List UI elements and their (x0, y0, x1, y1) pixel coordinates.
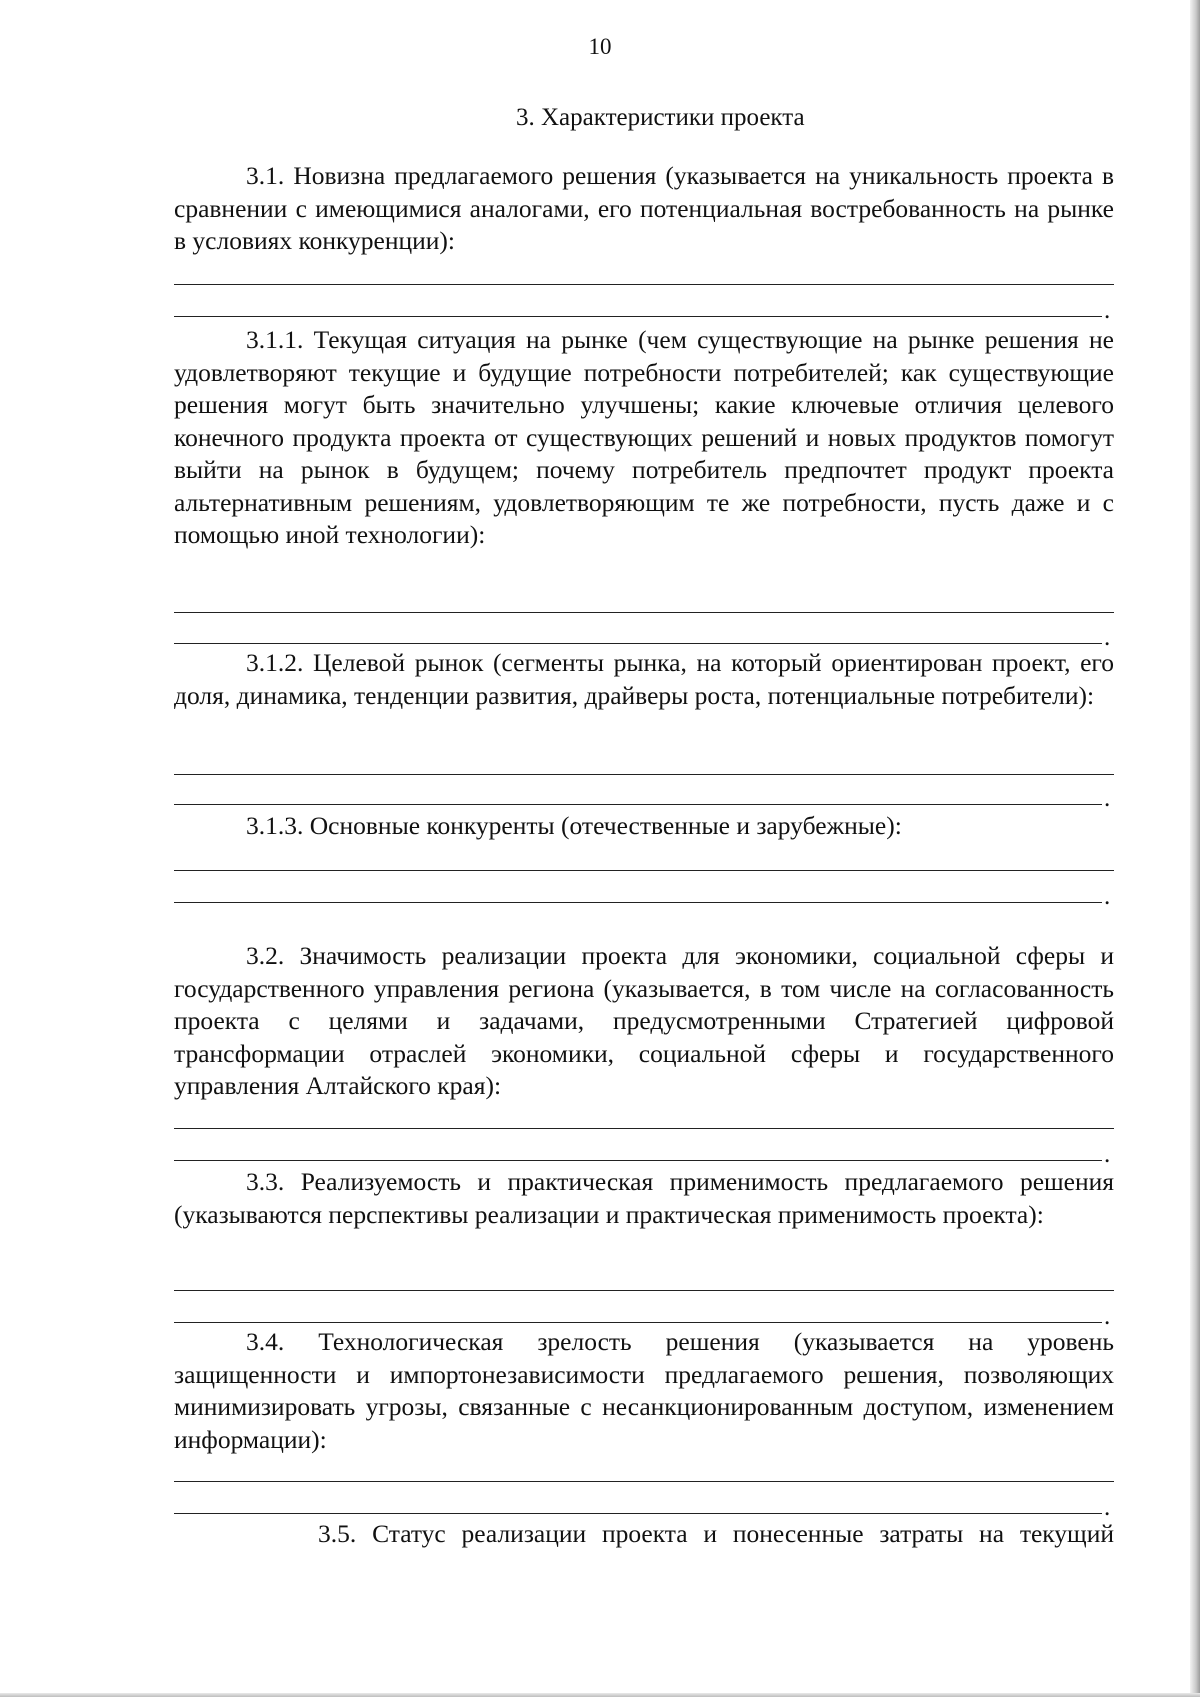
paragraph-3-1-2: 3.1.2. Целевой рынок (сегменты рынка, на который ориентирован проект, его доля, динамика, тенденции развития, драйверы роста, потенциальные потребители): (174, 648, 1114, 710)
page-number: 10 (588, 34, 612, 59)
page-edge-shadow (1190, 0, 1200, 1697)
paragraph-3-5-text: 3.5. Статус реализации проекта и понесенные затраты на текущий (318, 1519, 1114, 1548)
fill-line (174, 1481, 1114, 1482)
fill-line (174, 284, 1114, 285)
section-title: 3. Характеристики проекта (516, 104, 805, 131)
paragraph-3-3: 3.3. Реализуемость и практическая применимость предлагаемого решения (указываются перспективы реализации и практическая применимость проекта): (174, 1167, 1114, 1229)
fill-line (174, 804, 1102, 805)
fill-line (174, 1128, 1114, 1129)
paragraph-3-2: 3.2. Значимость реализации проекта для экономики, социальной сферы и государственного управления региона (указывается, в том числе на согласованность проекта с целями и задачами, предусмотренными Стратегией цифровой трансформации отраслей экономики, социальной сферы и государственного управления Алтайского края): (174, 941, 1114, 1100)
paragraph-3-1: 3.1. Новизна предлагаемого решения (указывается на уникальность проекта в сравнении с имеющимися аналогами, его потенциальная востребованность на рынке в условиях конкуренции): (174, 161, 1114, 255)
line-end-dot: . (1104, 624, 1111, 651)
fill-line (174, 316, 1102, 317)
fill-line (174, 902, 1102, 903)
fill-line (174, 643, 1102, 644)
fill-line (174, 612, 1114, 613)
line-end-dot: . (1104, 1141, 1111, 1168)
fill-line (174, 1513, 1102, 1514)
line-end-dot: . (1104, 785, 1111, 812)
paragraph-3-4: 3.4. Технологическая зрелость решения (указывается на уровень защищенности и импортонезависимости предлагаемого решения, позволяющих минимизировать угрозы, связанные с несанкционированным доступом, изменением информации): (174, 1327, 1114, 1454)
line-end-dot: . (1104, 297, 1111, 324)
page-bottom-edge (0, 1693, 1200, 1697)
fill-line (174, 1322, 1102, 1323)
fill-line (174, 1290, 1114, 1291)
line-end-dot: . (1104, 1494, 1111, 1521)
paragraph-3-1-3: 3.1.3. Основные конкуренты (отечественные и зарубежные): (246, 811, 902, 840)
paragraph-3-5 (174, 1518, 1114, 1551)
fill-line (174, 1160, 1102, 1161)
paragraph-3-1-1: 3.1.1. Текущая ситуация на рынке (чем существующие на рынке решения не удовлетворяют текущие и будущие потребности потребителей; как существующие решения могут быть значительно улучшены; какие ключевые отличия целевого конечного продукта проекта от существующих решений и новых продуктов помогут выйти на рынок в будущем; почему потребитель предпочтет продукт проекта альтернативным решениям, удовлетворяющим те же потребности, пусть даже и с помощью иной технологии): (174, 325, 1114, 549)
fill-line (174, 870, 1114, 871)
line-end-dot: . (1104, 883, 1111, 910)
line-end-dot: . (1104, 1303, 1111, 1330)
fill-line (174, 774, 1114, 775)
